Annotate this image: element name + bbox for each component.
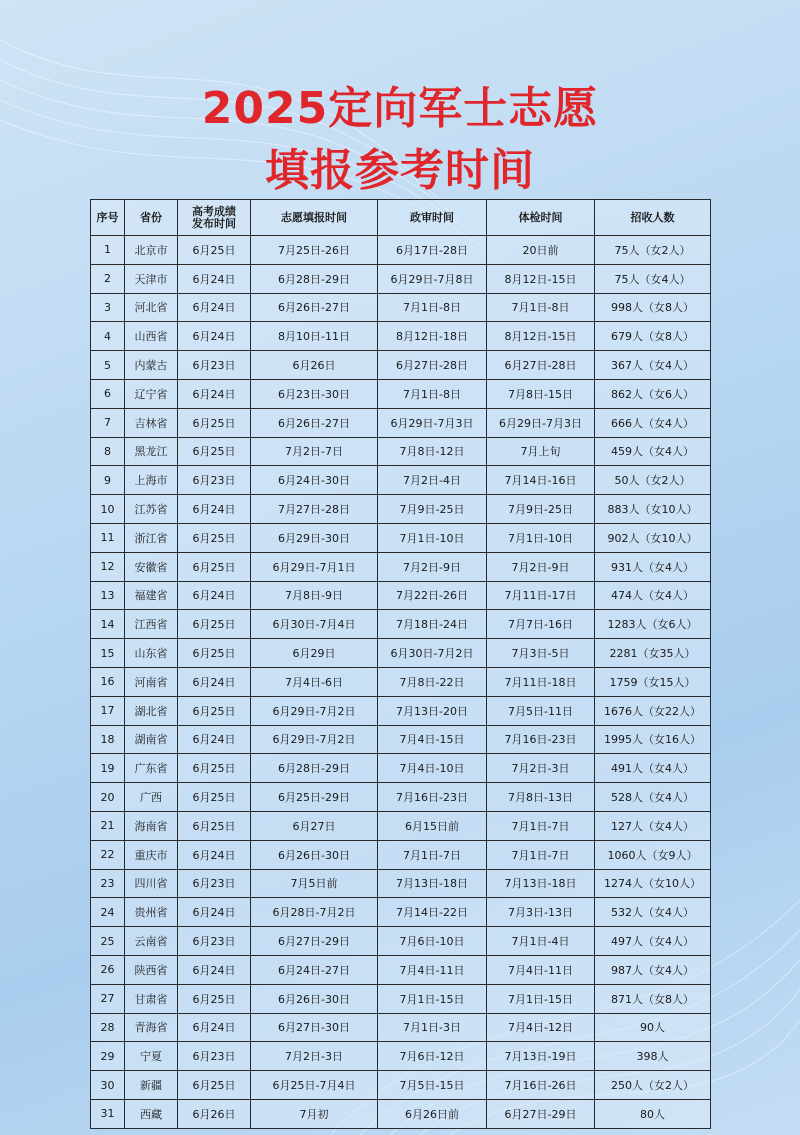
table-row bbox=[91, 552, 711, 581]
cell-enrollment-count: 902人（女10人） bbox=[595, 523, 711, 552]
table-row bbox=[91, 811, 711, 840]
cell-application-period: 6月23日-30日 bbox=[251, 379, 378, 408]
cell-index: 18 bbox=[91, 725, 125, 754]
cell-score-release-date: 6月24日 bbox=[178, 1013, 251, 1042]
cell-application-period: 6月29日-30日 bbox=[251, 523, 378, 552]
cell-province: 天津市 bbox=[125, 264, 178, 293]
cell-political-review-period: 6月27日-28日 bbox=[378, 351, 487, 380]
cell-enrollment-count: 250人（女2人） bbox=[595, 1071, 711, 1100]
cell-application-period: 6月29日-7月1日 bbox=[251, 552, 378, 581]
cell-score-release-date: 6月25日 bbox=[178, 552, 251, 581]
cell-application-period: 7月初 bbox=[251, 1099, 378, 1128]
cell-index: 28 bbox=[91, 1013, 125, 1042]
cell-index: 6 bbox=[91, 379, 125, 408]
cell-index: 12 bbox=[91, 552, 125, 581]
cell-application-period: 7月8日-9日 bbox=[251, 581, 378, 610]
cell-province: 西藏 bbox=[125, 1099, 178, 1128]
cell-index: 16 bbox=[91, 667, 125, 696]
table-row bbox=[91, 840, 711, 869]
cell-score-release-date: 6月25日 bbox=[178, 1071, 251, 1100]
cell-province: 重庆市 bbox=[125, 840, 178, 869]
cell-application-period: 6月29日-7月2日 bbox=[251, 696, 378, 725]
cell-score-release-date: 6月25日 bbox=[178, 754, 251, 783]
cell-index: 7 bbox=[91, 408, 125, 437]
cell-application-period: 8月10日-11日 bbox=[251, 322, 378, 351]
cell-political-review-period: 7月6日-10日 bbox=[378, 927, 487, 956]
cell-physical-exam-period: 7月上旬 bbox=[487, 437, 595, 466]
cell-physical-exam-period: 7月1日-8日 bbox=[487, 293, 595, 322]
cell-province: 安徽省 bbox=[125, 552, 178, 581]
cell-physical-exam-period: 7月1日-4日 bbox=[487, 927, 595, 956]
table-row bbox=[91, 898, 711, 927]
cell-index: 23 bbox=[91, 869, 125, 898]
table-row bbox=[91, 495, 711, 524]
cell-application-period: 6月26日-27日 bbox=[251, 293, 378, 322]
cell-enrollment-count: 987人（女4人） bbox=[595, 955, 711, 984]
cell-enrollment-count: 1274人（女10人） bbox=[595, 869, 711, 898]
column-header-application-period: 志愿填报时间 bbox=[251, 200, 378, 236]
cell-application-period: 6月27日-29日 bbox=[251, 927, 378, 956]
cell-index: 3 bbox=[91, 293, 125, 322]
cell-physical-exam-period: 20日前 bbox=[487, 236, 595, 265]
cell-application-period: 7月25日-26日 bbox=[251, 236, 378, 265]
cell-application-period: 7月27日-28日 bbox=[251, 495, 378, 524]
cell-physical-exam-period: 7月13日-19日 bbox=[487, 1042, 595, 1071]
cell-index: 27 bbox=[91, 984, 125, 1013]
cell-application-period: 7月2日-7日 bbox=[251, 437, 378, 466]
cell-score-release-date: 6月25日 bbox=[178, 811, 251, 840]
column-header-score-release-date: 高考成绩 发布时间 bbox=[178, 200, 251, 236]
cell-physical-exam-period: 7月1日-7日 bbox=[487, 811, 595, 840]
cell-province: 内蒙古 bbox=[125, 351, 178, 380]
cell-enrollment-count: 998人（女8人） bbox=[595, 293, 711, 322]
cell-index: 31 bbox=[91, 1099, 125, 1128]
table-row bbox=[91, 1042, 711, 1071]
cell-index: 19 bbox=[91, 754, 125, 783]
cell-province: 山东省 bbox=[125, 639, 178, 668]
cell-political-review-period: 7月18日-24日 bbox=[378, 610, 487, 639]
cell-political-review-period: 7月2日-4日 bbox=[378, 466, 487, 495]
cell-score-release-date: 6月23日 bbox=[178, 466, 251, 495]
table-body bbox=[91, 236, 711, 1129]
cell-application-period: 6月26日-30日 bbox=[251, 984, 378, 1013]
cell-index: 11 bbox=[91, 523, 125, 552]
cell-enrollment-count: 474人（女4人） bbox=[595, 581, 711, 610]
cell-province: 四川省 bbox=[125, 869, 178, 898]
table-row bbox=[91, 322, 711, 351]
cell-enrollment-count: 50人（女2人） bbox=[595, 466, 711, 495]
cell-province: 云南省 bbox=[125, 927, 178, 956]
title-line-2: 填报参考时间 bbox=[265, 145, 535, 196]
cell-province: 上海市 bbox=[125, 466, 178, 495]
table-row bbox=[91, 408, 711, 437]
cell-province: 山西省 bbox=[125, 322, 178, 351]
cell-physical-exam-period: 7月14日-16日 bbox=[487, 466, 595, 495]
cell-application-period: 6月26日-30日 bbox=[251, 840, 378, 869]
table-row bbox=[91, 696, 711, 725]
cell-political-review-period: 6月26日前 bbox=[378, 1099, 487, 1128]
table-row bbox=[91, 955, 711, 984]
cell-score-release-date: 6月25日 bbox=[178, 610, 251, 639]
cell-score-release-date: 6月24日 bbox=[178, 495, 251, 524]
cell-application-period: 6月25日-29日 bbox=[251, 783, 378, 812]
cell-score-release-date: 6月25日 bbox=[178, 236, 251, 265]
cell-index: 20 bbox=[91, 783, 125, 812]
table-row bbox=[91, 610, 711, 639]
cell-enrollment-count: 1995人（女16人） bbox=[595, 725, 711, 754]
table-row bbox=[91, 927, 711, 956]
cell-score-release-date: 6月25日 bbox=[178, 408, 251, 437]
cell-application-period: 6月26日 bbox=[251, 351, 378, 380]
cell-score-release-date: 6月24日 bbox=[178, 264, 251, 293]
cell-enrollment-count: 931人（女4人） bbox=[595, 552, 711, 581]
cell-application-period: 6月24日-30日 bbox=[251, 466, 378, 495]
cell-political-review-period: 7月8日-12日 bbox=[378, 437, 487, 466]
table-row bbox=[91, 351, 711, 380]
cell-physical-exam-period: 7月3日-13日 bbox=[487, 898, 595, 927]
cell-province: 江西省 bbox=[125, 610, 178, 639]
cell-enrollment-count: 1759（女15人） bbox=[595, 667, 711, 696]
table-row bbox=[91, 725, 711, 754]
cell-physical-exam-period: 8月12日-15日 bbox=[487, 322, 595, 351]
cell-enrollment-count: 1060人（女9人） bbox=[595, 840, 711, 869]
cell-political-review-period: 7月8日-22日 bbox=[378, 667, 487, 696]
cell-physical-exam-period: 6月27日-29日 bbox=[487, 1099, 595, 1128]
cell-index: 30 bbox=[91, 1071, 125, 1100]
cell-enrollment-count: 398人 bbox=[595, 1042, 711, 1071]
cell-index: 17 bbox=[91, 696, 125, 725]
cell-physical-exam-period: 7月1日-15日 bbox=[487, 984, 595, 1013]
cell-political-review-period: 7月14日-22日 bbox=[378, 898, 487, 927]
cell-physical-exam-period: 7月11日-17日 bbox=[487, 581, 595, 610]
table-row bbox=[91, 639, 711, 668]
cell-enrollment-count: 862人（女6人） bbox=[595, 379, 711, 408]
cell-political-review-period: 7月1日-8日 bbox=[378, 379, 487, 408]
cell-province: 江苏省 bbox=[125, 495, 178, 524]
cell-enrollment-count: 679人（女8人） bbox=[595, 322, 711, 351]
cell-physical-exam-period: 6月27日-28日 bbox=[487, 351, 595, 380]
cell-province: 新疆 bbox=[125, 1071, 178, 1100]
cell-political-review-period: 7月6日-12日 bbox=[378, 1042, 487, 1071]
cell-political-review-period: 7月13日-18日 bbox=[378, 869, 487, 898]
cell-enrollment-count: 666人（女4人） bbox=[595, 408, 711, 437]
cell-score-release-date: 6月24日 bbox=[178, 379, 251, 408]
cell-political-review-period: 7月1日-10日 bbox=[378, 523, 487, 552]
column-header-index: 序号 bbox=[91, 200, 125, 236]
table-row bbox=[91, 523, 711, 552]
cell-political-review-period: 7月1日-15日 bbox=[378, 984, 487, 1013]
cell-index: 24 bbox=[91, 898, 125, 927]
cell-score-release-date: 6月25日 bbox=[178, 639, 251, 668]
table-row bbox=[91, 1071, 711, 1100]
cell-score-release-date: 6月24日 bbox=[178, 667, 251, 696]
cell-application-period: 6月29日 bbox=[251, 639, 378, 668]
cell-political-review-period: 7月1日-7日 bbox=[378, 840, 487, 869]
header-row bbox=[91, 200, 711, 236]
cell-score-release-date: 6月25日 bbox=[178, 783, 251, 812]
cell-province: 青海省 bbox=[125, 1013, 178, 1042]
cell-score-release-date: 6月24日 bbox=[178, 322, 251, 351]
cell-score-release-date: 6月24日 bbox=[178, 725, 251, 754]
cell-political-review-period: 6月29日-7月8日 bbox=[378, 264, 487, 293]
cell-political-review-period: 7月22日-26日 bbox=[378, 581, 487, 610]
cell-enrollment-count: 883人（女10人） bbox=[595, 495, 711, 524]
cell-enrollment-count: 75人（女2人） bbox=[595, 236, 711, 265]
cell-score-release-date: 6月24日 bbox=[178, 898, 251, 927]
cell-score-release-date: 6月23日 bbox=[178, 1042, 251, 1071]
cell-province: 浙江省 bbox=[125, 523, 178, 552]
cell-physical-exam-period: 7月16日-26日 bbox=[487, 1071, 595, 1100]
cell-political-review-period: 7月1日-8日 bbox=[378, 293, 487, 322]
cell-application-period: 7月4日-6日 bbox=[251, 667, 378, 696]
cell-physical-exam-period: 7月13日-18日 bbox=[487, 869, 595, 898]
column-header-political-review-period: 政审时间 bbox=[378, 200, 487, 236]
cell-enrollment-count: 127人（女4人） bbox=[595, 811, 711, 840]
cell-enrollment-count: 367人（女4人） bbox=[595, 351, 711, 380]
cell-province: 北京市 bbox=[125, 236, 178, 265]
cell-score-release-date: 6月24日 bbox=[178, 955, 251, 984]
cell-score-release-date: 6月25日 bbox=[178, 437, 251, 466]
cell-physical-exam-period: 7月11日-18日 bbox=[487, 667, 595, 696]
cell-score-release-date: 6月25日 bbox=[178, 984, 251, 1013]
cell-index: 22 bbox=[91, 840, 125, 869]
table-row bbox=[91, 437, 711, 466]
cell-province: 广东省 bbox=[125, 754, 178, 783]
cell-enrollment-count: 491人（女4人） bbox=[595, 754, 711, 783]
table-row bbox=[91, 293, 711, 322]
cell-political-review-period: 7月2日-9日 bbox=[378, 552, 487, 581]
cell-enrollment-count: 459人（女4人） bbox=[595, 437, 711, 466]
cell-physical-exam-period: 7月1日-7日 bbox=[487, 840, 595, 869]
cell-score-release-date: 6月25日 bbox=[178, 523, 251, 552]
cell-enrollment-count: 528人（女4人） bbox=[595, 783, 711, 812]
cell-political-review-period: 7月16日-23日 bbox=[378, 783, 487, 812]
column-header-physical-exam-period: 体检时间 bbox=[487, 200, 595, 236]
cell-physical-exam-period: 8月12日-15日 bbox=[487, 264, 595, 293]
cell-political-review-period: 6月17日-28日 bbox=[378, 236, 487, 265]
cell-score-release-date: 6月25日 bbox=[178, 696, 251, 725]
cell-enrollment-count: 80人 bbox=[595, 1099, 711, 1128]
cell-physical-exam-period: 7月1日-10日 bbox=[487, 523, 595, 552]
cell-political-review-period: 6月30日-7月2日 bbox=[378, 639, 487, 668]
cell-enrollment-count: 1283人（女6人） bbox=[595, 610, 711, 639]
schedule-table bbox=[90, 199, 711, 1129]
table-row bbox=[91, 1013, 711, 1042]
cell-physical-exam-period: 7月9日-25日 bbox=[487, 495, 595, 524]
table-row bbox=[91, 379, 711, 408]
cell-score-release-date: 6月23日 bbox=[178, 927, 251, 956]
cell-index: 29 bbox=[91, 1042, 125, 1071]
cell-political-review-period: 7月4日-11日 bbox=[378, 955, 487, 984]
title-line-1: 2025定向军士志愿 bbox=[201, 83, 599, 134]
cell-province: 海南省 bbox=[125, 811, 178, 840]
cell-score-release-date: 6月23日 bbox=[178, 869, 251, 898]
cell-physical-exam-period: 7月2日-3日 bbox=[487, 754, 595, 783]
cell-index: 26 bbox=[91, 955, 125, 984]
cell-index: 5 bbox=[91, 351, 125, 380]
cell-political-review-period: 6月15日前 bbox=[378, 811, 487, 840]
cell-index: 25 bbox=[91, 927, 125, 956]
cell-index: 21 bbox=[91, 811, 125, 840]
cell-physical-exam-period: 7月7日-16日 bbox=[487, 610, 595, 639]
cell-political-review-period: 7月1日-3日 bbox=[378, 1013, 487, 1042]
cell-province: 贵州省 bbox=[125, 898, 178, 927]
cell-physical-exam-period: 7月5日-11日 bbox=[487, 696, 595, 725]
cell-physical-exam-period: 6月29日-7月3日 bbox=[487, 408, 595, 437]
cell-province: 辽宁省 bbox=[125, 379, 178, 408]
cell-score-release-date: 6月24日 bbox=[178, 840, 251, 869]
cell-index: 9 bbox=[91, 466, 125, 495]
cell-political-review-period: 6月29日-7月3日 bbox=[378, 408, 487, 437]
table-row bbox=[91, 783, 711, 812]
table-row bbox=[91, 1099, 711, 1128]
cell-political-review-period: 7月9日-25日 bbox=[378, 495, 487, 524]
cell-physical-exam-period: 7月4日-12日 bbox=[487, 1013, 595, 1042]
cell-enrollment-count: 497人（女4人） bbox=[595, 927, 711, 956]
cell-application-period: 6月29日-7月2日 bbox=[251, 725, 378, 754]
cell-application-period: 6月27日 bbox=[251, 811, 378, 840]
cell-political-review-period: 7月5日-15日 bbox=[378, 1071, 487, 1100]
cell-province: 宁夏 bbox=[125, 1042, 178, 1071]
cell-index: 14 bbox=[91, 610, 125, 639]
cell-application-period: 6月28日-29日 bbox=[251, 264, 378, 293]
cell-physical-exam-period: 7月3日-5日 bbox=[487, 639, 595, 668]
cell-enrollment-count: 871人（女8人） bbox=[595, 984, 711, 1013]
cell-province: 黑龙江 bbox=[125, 437, 178, 466]
cell-enrollment-count: 75人（女4人） bbox=[595, 264, 711, 293]
cell-score-release-date: 6月26日 bbox=[178, 1099, 251, 1128]
cell-index: 10 bbox=[91, 495, 125, 524]
cell-application-period: 6月24日-27日 bbox=[251, 955, 378, 984]
cell-application-period: 6月30日-7月4日 bbox=[251, 610, 378, 639]
cell-physical-exam-period: 7月8日-13日 bbox=[487, 783, 595, 812]
cell-score-release-date: 6月24日 bbox=[178, 581, 251, 610]
cell-enrollment-count: 90人 bbox=[595, 1013, 711, 1042]
cell-application-period: 6月28日-7月2日 bbox=[251, 898, 378, 927]
cell-province: 湖北省 bbox=[125, 696, 178, 725]
cell-physical-exam-period: 7月8日-15日 bbox=[487, 379, 595, 408]
cell-province: 河南省 bbox=[125, 667, 178, 696]
table-row bbox=[91, 466, 711, 495]
cell-index: 1 bbox=[91, 236, 125, 265]
table-row bbox=[91, 869, 711, 898]
cell-index: 15 bbox=[91, 639, 125, 668]
table-row bbox=[91, 754, 711, 783]
cell-index: 2 bbox=[91, 264, 125, 293]
cell-province: 河北省 bbox=[125, 293, 178, 322]
cell-political-review-period: 7月4日-10日 bbox=[378, 754, 487, 783]
cell-index: 4 bbox=[91, 322, 125, 351]
cell-application-period: 6月26日-27日 bbox=[251, 408, 378, 437]
cell-political-review-period: 7月4日-15日 bbox=[378, 725, 487, 754]
cell-physical-exam-period: 7月16日-23日 bbox=[487, 725, 595, 754]
table-row bbox=[91, 236, 711, 265]
cell-physical-exam-period: 7月2日-9日 bbox=[487, 552, 595, 581]
cell-application-period: 6月27日-30日 bbox=[251, 1013, 378, 1042]
cell-province: 甘肃省 bbox=[125, 984, 178, 1013]
cell-score-release-date: 6月24日 bbox=[178, 293, 251, 322]
cell-score-release-date: 6月23日 bbox=[178, 351, 251, 380]
table-row bbox=[91, 667, 711, 696]
table-row bbox=[91, 581, 711, 610]
cell-enrollment-count: 532人（女4人） bbox=[595, 898, 711, 927]
cell-physical-exam-period: 7月4日-11日 bbox=[487, 955, 595, 984]
cell-application-period: 7月2日-3日 bbox=[251, 1042, 378, 1071]
cell-application-period: 7月5日前 bbox=[251, 869, 378, 898]
cell-index: 8 bbox=[91, 437, 125, 466]
cell-index: 13 bbox=[91, 581, 125, 610]
cell-province: 广西 bbox=[125, 783, 178, 812]
cell-province: 吉林省 bbox=[125, 408, 178, 437]
cell-application-period: 6月25日-7月4日 bbox=[251, 1071, 378, 1100]
cell-application-period: 6月28日-29日 bbox=[251, 754, 378, 783]
column-header-province: 省份 bbox=[125, 200, 178, 236]
cell-enrollment-count: 2281（女35人） bbox=[595, 639, 711, 668]
cell-province: 陕西省 bbox=[125, 955, 178, 984]
cell-province: 福建省 bbox=[125, 581, 178, 610]
cell-enrollment-count: 1676人（女22人） bbox=[595, 696, 711, 725]
cell-political-review-period: 7月13日-20日 bbox=[378, 696, 487, 725]
cell-political-review-period: 8月12日-18日 bbox=[378, 322, 487, 351]
table-header bbox=[91, 200, 711, 236]
column-header-enrollment-count: 招收人数 bbox=[595, 200, 711, 236]
cell-province: 湖南省 bbox=[125, 725, 178, 754]
table-row bbox=[91, 984, 711, 1013]
table-row bbox=[91, 264, 711, 293]
